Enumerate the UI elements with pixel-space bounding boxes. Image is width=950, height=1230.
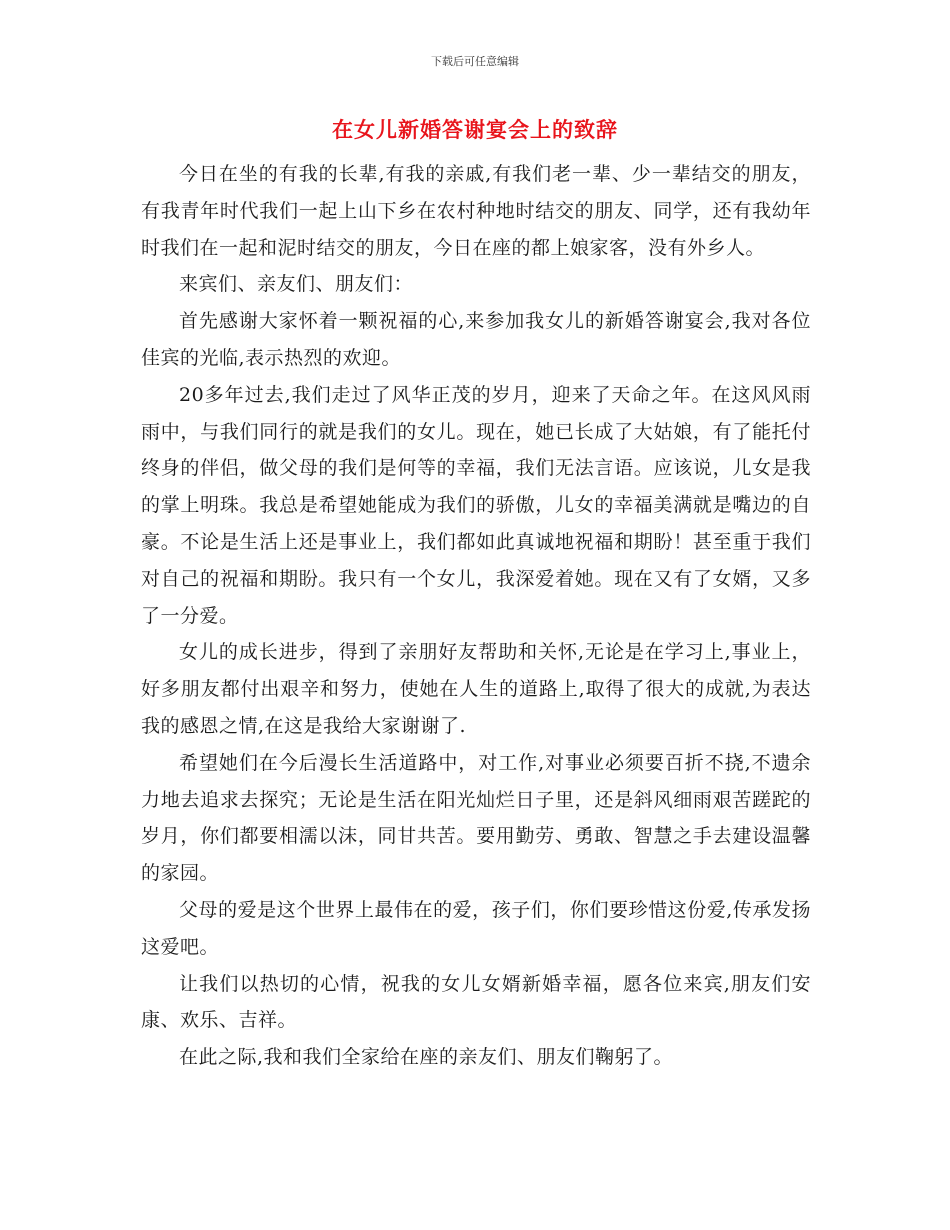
document-body bbox=[141, 156, 811, 1076]
paragraph-hopes: 希望她们在今后漫长生活道路中，对工作,对事业必须要百折不挠,不遗余力地去追求去探究；无论是生活在阳光灿烂日子里，还是斜风细雨艰苦蹉跎的岁月，你们都要相濡以沫，同甘共苦。要用勤劳、勇敢、智慧之手去建设温馨的家园。 bbox=[141, 751, 811, 885]
paragraph-daughter-growth: 20多年过去,我们走过了风华正茂的岁月，迎来了天命之年。在这风风雨雨中，与我们同行的就是我们的女儿。现在，她已长成了大姑娘，有了能托付终身的伴侣，做父母的我们是何等的幸福，我们无法言语。应该说，儿女是我的掌上明珠。我总是希望她能成为我们的骄傲，儿女的幸福美满就是嘴边的自豪。不论是生活上还是事业上，我们都如此真诚地祝福和期盼！甚至重于我们对自己的祝福和期盼。我只有一个女儿，我深爱着她。现在又有了女婿，又多了一分爱。 bbox=[141, 383, 811, 627]
page-header-note: 下载后可任意编辑 bbox=[431, 55, 519, 68]
paragraph-blessing: 让我们以热切的心情，祝我的女儿女婿新婚幸福，愿各位来宾,朋友们安康、欢乐、吉祥。 bbox=[141, 972, 811, 1032]
paragraph-welcome: 首先感谢大家怀着一颗祝福的心,来参加我女儿的新婚答谢宴会,我对各位佳宾的光临,表示热烈的欢迎。 bbox=[141, 310, 811, 369]
document-title: 在女儿新婚答谢宴会上的致辞 bbox=[332, 117, 618, 142]
paragraph-salutation: 来宾们、亲友们、朋友们： bbox=[179, 273, 414, 296]
paragraph-gratitude: 女儿的成长进步，得到了亲朋好友帮助和关怀,无论是在学习上,事业上，好多朋友都付出艰辛和努力，使她在人生的道路上,取得了很大的成就,为表达我的感恩之情,在这是我给大家谢谢了. bbox=[141, 641, 811, 737]
paragraph-closing-bow: 在此之际,我和我们全家给在座的亲友们、朋友们鞠躬了。 bbox=[179, 1046, 674, 1069]
paragraph-greeting-guests: 今日在坐的有我的长辈,有我的亲戚,有我们老一辈、少一辈结交的朋友，有我青年时代我们一起上山下乡在农村种地时结交的朋友、同学，还有我幼年时我们在一起和泥时结交的朋友，今日在座的都上娘家客，没有外乡人。 bbox=[141, 163, 811, 259]
paragraph-parental-love: 父母的爱是这个世界上最伟在的爱，孩子们，你们要珍惜这份爱,传承发扬这爱吧。 bbox=[141, 898, 811, 958]
